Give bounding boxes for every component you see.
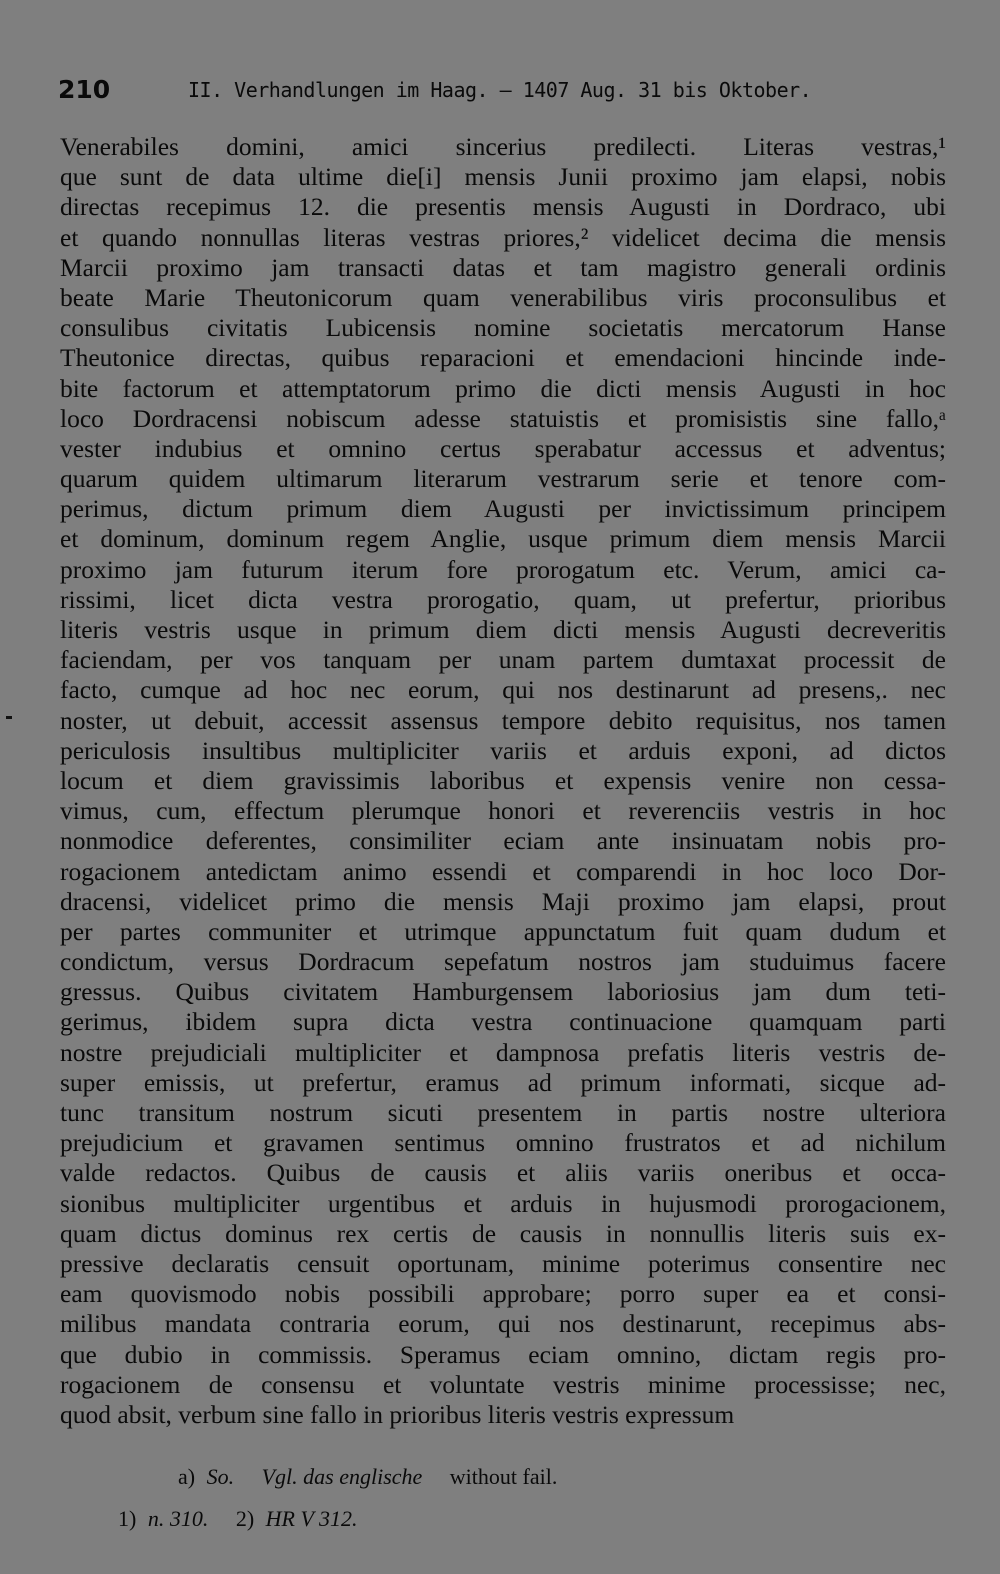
text-line: quod absit, verbum sine fallo in prioribus literis vestris expressum [60,1399,735,1429]
footnote-label: a) [178,1464,196,1489]
body-text [60,132,946,1430]
text-line: condictum, versus Dordracum sepefatum nostros jam studuimus facere [60,947,946,977]
text-line: super emissis, ut prefertur, eramus ad primum informati, sicque ad- [60,1067,946,1097]
text-line: et quando nonnullas literas vestras priores,² videlicet decima die mensis [60,222,946,252]
text-line: directas recepimus 12. die presentis mensis Augusti in Dordraco, ubi [60,192,946,222]
footnote-label: 2) [235,1506,255,1531]
text-line: que sunt de data ultime die[i] mensis Junii proximo jam elapsi, nobis [60,162,946,192]
text-line: perimus, dictum primum diem Augusti per invictissimum principem [60,494,946,524]
text-line: vester indubius et omnino certus sperabatur accessus et adventus; [60,433,946,463]
footnote-ref: HR V 312. [265,1506,358,1531]
text-line: faciendam, per vos tanquam per unam partem dumtaxat processit de [60,645,946,675]
text-line: eam quovismodo nobis possibili approbare; porro super ea et consi- [60,1279,946,1309]
text-line: valde redactos. Quibus de causis et aliis variis oneribus et occa- [60,1158,946,1188]
text-line: prejudicium et gravamen sentimus omnino frustratos et ad nichilum [60,1128,946,1158]
footnotes [60,1456,946,1540]
text-line: sionibus multipliciter urgentibus et arduis in hujusmodi prorogacionem, [60,1188,946,1218]
footnote-text: without fail. [449,1464,558,1489]
text-line: loco Dordracensi nobiscum adesse statuistis et promisistis sine fallo,ᵃ [60,403,946,433]
text-line: Theutonice directas, quibus reparacioni et emendacioni hincinde inde- [60,343,946,373]
text-line: nonmodice deferentes, consimiliter eciam ante insinuatam nobis pro- [60,826,946,856]
footnote-italic: So. [206,1464,235,1489]
running-title: II. Verhandlungen im Haag. — 1407 Aug. 31 bis Oktober. [188,78,812,102]
footnote-label: 1) [118,1506,137,1531]
text-line: nostre prejudiciali multipliciter et dampnosa prefatis literis vestris de- [60,1037,946,1067]
footnote-note: Vgl. das englische [261,1464,423,1489]
text-line: tunc transitum nostrum sicuti presentem in partis nostre ulteriora [60,1098,946,1127]
text-line: que dubio in commissis. Speramus eciam omnino, dictam regis pro- [60,1339,946,1369]
text-line: rogacionem antedictam animo essendi et comparendi in hoc loco Dor- [60,856,946,886]
text-line: rogacionem de consensu et voluntate vestris minime processisse; nec, [60,1369,946,1399]
footnote-a [60,1456,946,1498]
text-line: literis vestris usque in primum diem dicti mensis Augusti decreveritis [60,615,946,644]
text-line: quam dictus dominus rex certis de causis in nonnullis literis suis ex- [60,1218,946,1248]
text-line: rissimi, licet dicta vestra prorogatio, quam, ut prefertur, prioribus [60,584,946,614]
margin-mark [6,716,12,719]
text-line: pressive declaratis censuit oportunam, minime poterimus consentire nec [60,1248,946,1278]
text-line: milibus mandata contraria eorum, qui nos destinarunt, recepimus abs- [60,1309,946,1339]
text-line: beate Marie Theutonicorum quam venerabilibus viris proconsulibus et [60,282,946,312]
text-line: proximo jam futurum iterum fore prorogatum etc. Verum, amici ca- [60,554,946,584]
running-head [58,72,948,108]
text-line: per partes communiter et utrimque appunctatum fuit quam dudum et [60,916,946,946]
footnote-ref: n. 310. [147,1506,209,1531]
text-line: consulibus civitatis Lubicensis nomine societatis mercatorum Hanse [60,313,946,343]
text-line: locum et diem gravissimis laboribus et expensis venire non cessa- [60,765,946,795]
text-line: et dominum, dominum regem Anglie, usque primum diem mensis Marcii [60,524,946,554]
page-number: 210 [58,75,111,104]
text-line: vimus, cum, effectum plerumque honori et reverenciis vestris in hoc [60,796,946,826]
text-line: Venerabiles domini, amici sincerius predilecti. Literas vestras,¹ [60,132,946,161]
footnote-numbered [60,1498,946,1540]
text-line: noster, ut debuit, accessit assensus tempore debito requisitus, nos tamen [60,705,946,735]
text-line: facto, cumque ad hoc nec eorum, qui nos destinarunt ad presens,. nec [60,675,946,705]
text-line: gressus. Quibus civitatem Hamburgensem laboriosius jam dum teti- [60,977,946,1007]
text-line: bite factorum et attemptatorum primo die dicti mensis Augusti in hoc [60,373,946,403]
text-line: gerimus, ibidem supra dicta vestra continuacione quamquam parti [60,1007,946,1037]
text-line: dracensi, videlicet primo die mensis Maji proximo jam elapsi, prout [60,886,946,916]
text-line: periculosis insultibus multipliciter variis et arduis exponi, ad dictos [60,735,946,765]
text-line: quarum quidem ultimarum literarum vestrarum serie et tenore com- [60,464,946,494]
text-line: Marcii proximo jam transacti datas et tam magistro generali ordinis [60,252,946,282]
